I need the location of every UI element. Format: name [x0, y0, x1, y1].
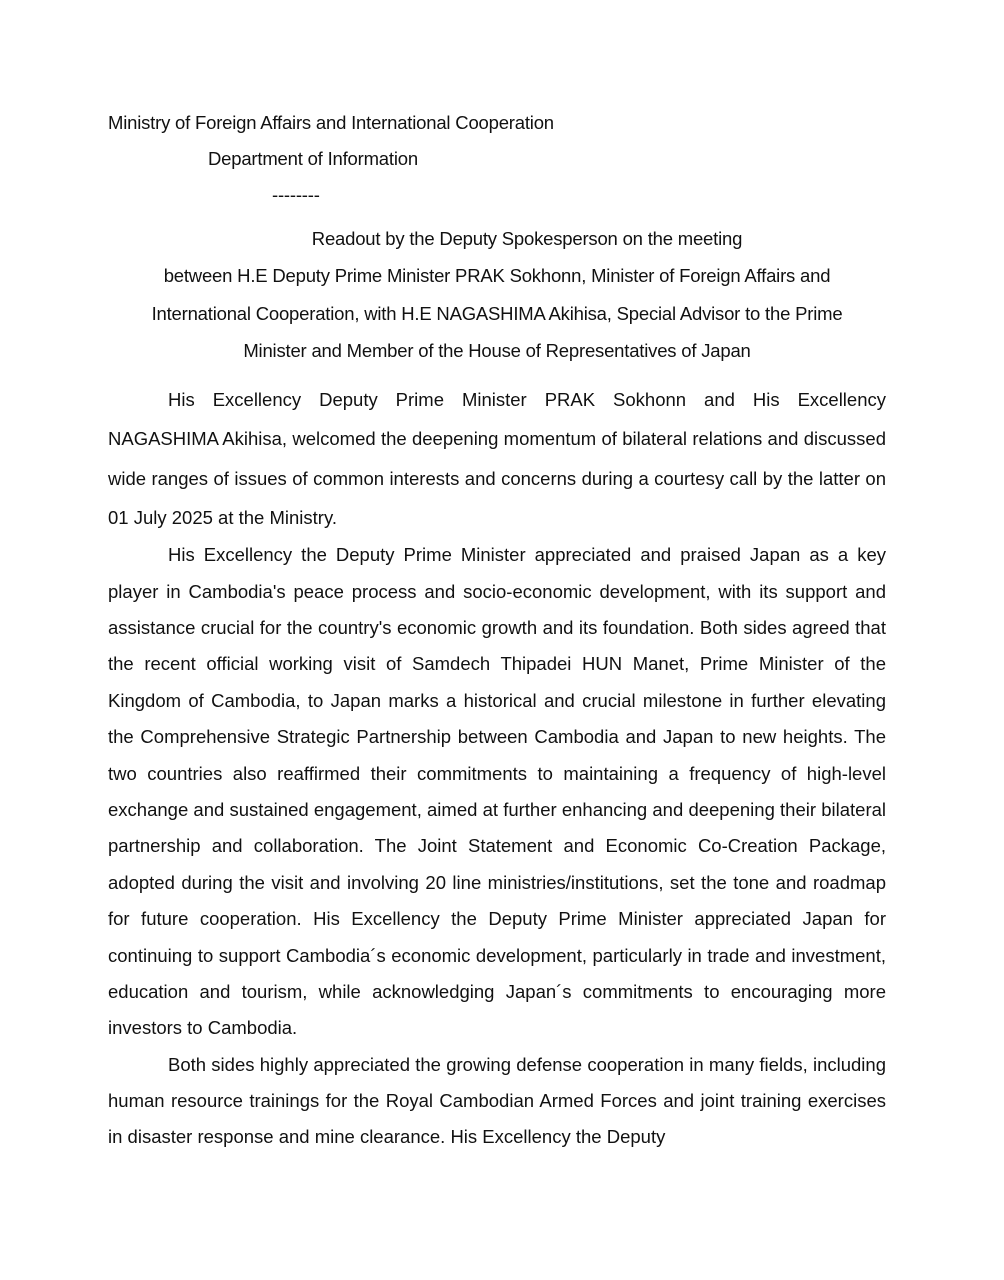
body-paragraph: Both sides highly appreciated the growing defense cooperation in many fields, including human resource trainings for the Royal Cambodian Armed Forces and joint training exercises in disaster response and mine clearance. His Excellency the Deputy — [108, 1053, 886, 1148]
body-paragraph: His Excellency the Deputy Prime Minister appreciated and praised Japan as a key player in Cambodia's peace process and socio-economic development, with its support and assistance crucial for the country's economic growth and its foundation. Both sides agreed that the recent official working visit of Samdech Thipadei HUN Manet, Prime Minister of the Kingdom of Cambodia, to Japan marks a historical and crucial milestone in further elevating the Comprehensive Strategic Partnership between Cambodia and Japan to new heights. The two countries also reaffirmed their commitments to maintaining a frequency of high-level exchange and sustained engagement, aimed at further enhancing and deepening their bilateral partnership and collaboration. The Joint Statement and Economic Co-Creation Package, adopted during the visit and involving 20 line ministries/institutions, set the tone and roadmap for future cooperation. His Excellency the Deputy Prime Minister appreciated Japan for continuing to support Cambodia´s economic development, particularly in trade and investment, education and tourism, while acknowledging Japan´s commitments to encouraging more investors to Cambodia. — [108, 544, 886, 1039]
title-line: between H.E Deputy Prime Minister PRAK Sokhonn, Minister of Foreign Affairs and — [163, 265, 831, 287]
body-paragraph: His Excellency Deputy Prime Minister PRAK Sokhonn and His Excellency NAGASHIMA Akihisa, welcomed the deepening momentum of bilateral relations and discussed wide ranges of issues of common interests and concerns during a courtesy call by the latter on 01 July 2025 at the Ministry. — [108, 389, 886, 528]
readout-title — [100, 220, 894, 369]
header-separator: -------- — [272, 184, 320, 205]
title-line: International Cooperation, with H.E NAGASHIMA Akihisa, Special Advisor to the Prime — [151, 302, 843, 324]
title-line: Minister and Member of the House of Representatives of Japan — [243, 339, 751, 361]
readout-body — [108, 380, 886, 1155]
title-line: Readout by the Deputy Spokesperson on the meeting — [311, 228, 743, 249]
department-name: Department of Information — [208, 148, 418, 169]
ministry-name: Ministry of Foreign Affairs and International Cooperation — [108, 112, 554, 133]
